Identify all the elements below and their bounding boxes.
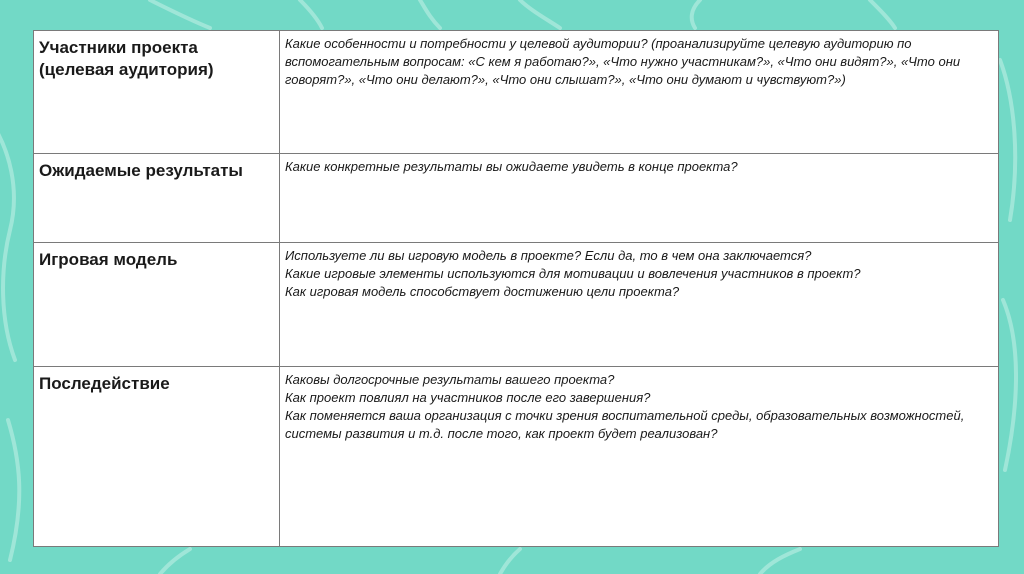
table-row [34, 243, 999, 367]
row-description [280, 367, 999, 547]
description-line: Каковы долгосрочные результаты вашего проекта? [285, 372, 615, 387]
row-description [280, 154, 999, 243]
description-line: Какие игровые элементы используются для мотивации и вовлечения участников в проект? [285, 266, 861, 281]
description-line: Как поменяется ваша организация с точки зрения воспитательной среды, образовательных возможностей, системы развития и т.д. после того, как проект будет реализован? [285, 408, 965, 441]
description-line: Какие конкретные результаты вы ожидаете увидеть в конце проекта? [285, 159, 738, 174]
description-line: Как проект повлиял на участников после его завершения? [285, 390, 651, 405]
row-description [280, 31, 999, 154]
project-template-table [33, 30, 999, 547]
row-label: Игровая модель [34, 243, 280, 367]
table-row [34, 367, 999, 547]
row-label: Последействие [34, 367, 280, 547]
description-line: Как игровая модель способствует достижению цели проекта? [285, 284, 680, 299]
description-line: Используете ли вы игровую модель в проекте? Если да, то в чем она заключается? [285, 248, 812, 263]
table-row [34, 154, 999, 243]
table-row [34, 31, 999, 154]
description-line: Какие особенности и потребности у целевой аудитории? (проанализируйте целевую аудиторию по вспомогательным вопросам: «С кем я работаю?», «Что нужно участникам?», «Что они видят?», «Что они говорят?», «Что они делают?», «Что они слышат?», «Что они думают и чувствуют?») [285, 36, 961, 87]
row-label: Ожидаемые результаты [34, 154, 280, 243]
row-label: Участники проекта (целевая аудитория) [34, 31, 280, 154]
row-description [280, 243, 999, 367]
